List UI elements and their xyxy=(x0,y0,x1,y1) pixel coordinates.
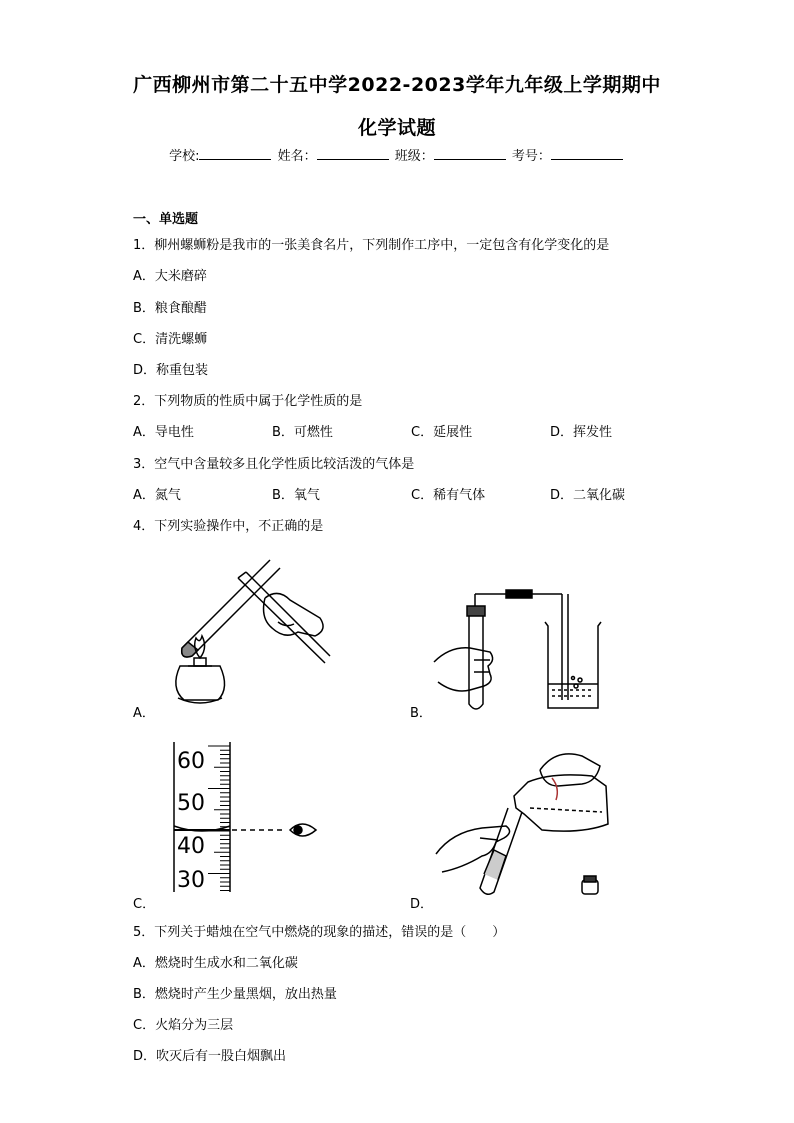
question-4-stem: 4．下列实验操作中，不正确的是 xyxy=(133,519,324,534)
question-2-option-b[interactable]: B．可燃性 xyxy=(272,425,333,440)
figure-a-label: A． xyxy=(133,706,155,721)
figure-b-airtightness-check xyxy=(430,582,610,714)
cylinder-tick-60: 60 xyxy=(177,749,205,774)
cylinder-tick-30: 30 xyxy=(177,868,205,892)
exam-title: 广西柳州市第二十五中学2022-2023学年九年级上学期期中 xyxy=(133,74,661,96)
question-2-stem: 2．下列物质的性质中属于化学性质的是 xyxy=(133,394,363,409)
question-1-stem: 1．柳州螺蛳粉是我市的一张美食名片，下列制作工序中，一定包含有化学变化的是 xyxy=(133,238,610,253)
question-3-option-a[interactable]: A．氮气 xyxy=(133,488,181,503)
question-2-option-a[interactable]: A．导电性 xyxy=(133,425,194,440)
figure-d-pouring-liquid xyxy=(432,742,612,902)
exam-subject: 化学试题 xyxy=(357,117,436,139)
question-5-option-c[interactable]: C．火焰分为三层 xyxy=(133,1018,234,1033)
number-blank[interactable] xyxy=(551,147,623,160)
student-info-row xyxy=(0,145,794,164)
school-label: 学校: xyxy=(169,149,200,164)
figure-a-heating-test-tube xyxy=(160,548,340,713)
question-1-option-a[interactable]: A．大米磨碎 xyxy=(133,269,207,284)
question-3-option-b[interactable]: B．氧气 xyxy=(272,488,320,503)
figure-b-label: B． xyxy=(410,706,432,721)
number-label: 考号： xyxy=(511,149,551,164)
question-3-option-c[interactable]: C．稀有气体 xyxy=(411,488,486,503)
question-1-option-c[interactable]: C．清洗螺蛳 xyxy=(133,332,208,347)
class-blank[interactable] xyxy=(434,147,506,160)
figure-c-label: C． xyxy=(133,897,156,912)
cylinder-tick-50: 50 xyxy=(177,791,205,816)
question-2-options xyxy=(133,421,689,440)
question-5-option-a[interactable]: A．燃烧时生成水和二氧化碳 xyxy=(133,956,298,971)
class-label: 班级： xyxy=(394,149,434,164)
question-1-option-d[interactable]: D．称重包装 xyxy=(133,363,209,378)
name-label: 姓名： xyxy=(277,149,317,164)
question-3-options xyxy=(133,484,689,503)
name-blank[interactable] xyxy=(317,147,389,160)
question-2-option-d[interactable]: D．挥发性 xyxy=(550,425,613,440)
question-2-option-c[interactable]: C．延展性 xyxy=(411,425,473,440)
figure-c-graduated-cylinder xyxy=(168,742,328,892)
question-1-option-b[interactable]: B．粮食酿醋 xyxy=(133,301,207,316)
question-5-option-b[interactable]: B．燃烧时产生少量黑烟，放出热量 xyxy=(133,987,337,1002)
question-3-option-d[interactable]: D．二氧化碳 xyxy=(550,488,626,503)
section-title: 一、单选题 xyxy=(133,212,199,227)
question-5-stem: 5．下列关于蜡烛在空气中燃烧的现象的描述，错误的是（ ） xyxy=(133,925,506,940)
school-blank[interactable] xyxy=(199,147,271,160)
question-3-stem: 3．空气中含量较多且化学性质比较活泼的气体是 xyxy=(133,457,415,472)
cylinder-tick-40: 40 xyxy=(177,834,205,859)
figure-d-label: D． xyxy=(410,897,434,912)
question-5-option-d[interactable]: D．吹灭后有一股白烟飘出 xyxy=(133,1049,287,1064)
